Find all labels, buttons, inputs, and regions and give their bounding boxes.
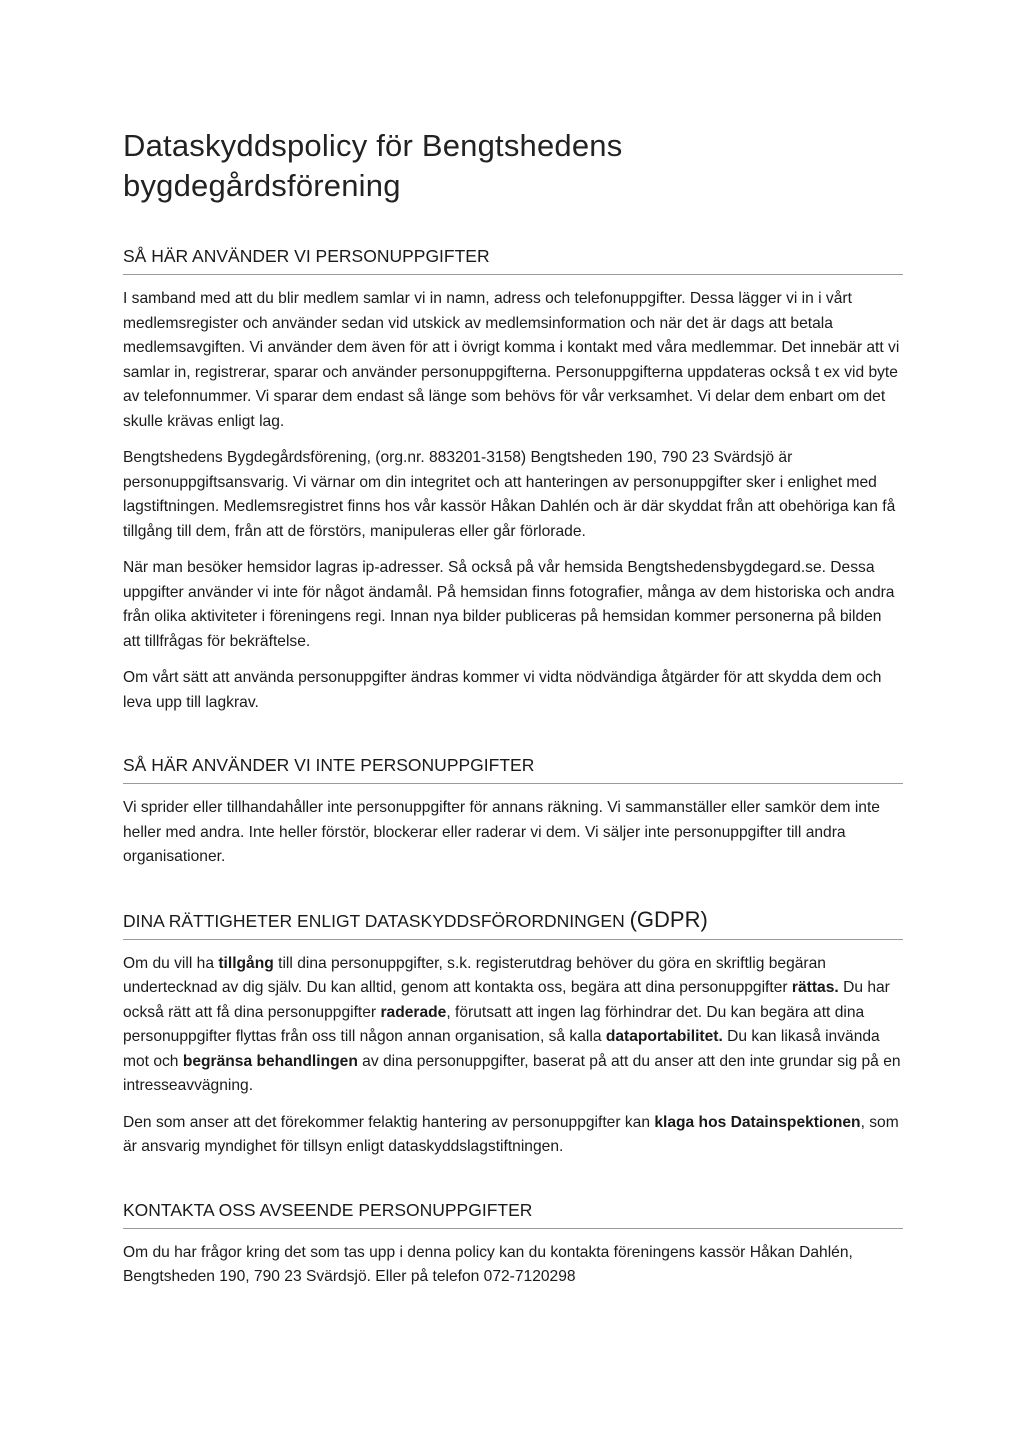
- section-heading: [123, 908, 903, 940]
- section-how-we-use-data: [123, 244, 903, 715]
- emphasis-restrict: begränsa behandlingen: [182, 1052, 358, 1070]
- paragraph: I samband med att du blir medlem samlar vi in namn, adress och telefonuppgifter. Dessa lägger vi in i vårt medlemsregister och använder sedan vid utskick av medlemsinformation och när det är dags att betala medlemsavgiften. Vi använder dem även för att i övrigt komma i kontakt med våra medlemmar. Det innebär att vi samlar in, registrerar, sparar och använder personuppgifterna. Personuppgifterna uppdateras också t ex vid byte av telefonnummer. Vi sparar dem endast så länge som behövs för vår verksamhet. Vi delar dem enbart om det skulle krävas enligt lag.: [123, 290, 900, 430]
- complaint-paragraph: [123, 1111, 903, 1160]
- section-heading: SÅ HÄR ANVÄNDER VI PERSONUPPGIFTER: [123, 244, 903, 275]
- section-your-rights-gdpr: [123, 908, 903, 1160]
- text-run: , som är ansvarig myndighet för tillsyn enligt dataskyddslagstiftningen.: [123, 1113, 899, 1155]
- text-run: Den som anser att det förekommer felaktig hantering av personuppgifter kan: [123, 1113, 655, 1131]
- emphasis-access: tillgång: [218, 954, 274, 972]
- paragraph: Vi sprider eller tillhandahåller inte personuppgifter för annans räkning. Vi sammanställer eller samkör dem inte heller med andra. Inte heller förstör, blockerar eller raderar vi dem. Vi säljer inte personuppgifter till andra organisationer.: [123, 799, 880, 865]
- text-run: Du kan likaså invända mot och: [123, 1028, 880, 1070]
- emphasis-erase: raderade: [380, 1003, 447, 1021]
- section-heading-suffix: (GDPR): [629, 906, 708, 932]
- text-run: till dina personuppgifter, s.k. registerutdrag behöver du göra en skriftlig begäran undertecknad av dig själv. Du kan alltid, genom att kontakta oss, begära att dina personuppgifter: [123, 954, 826, 996]
- paragraph: Om du har frågor kring det som tas upp i denna policy kan du kontakta föreningens kassör Håkan Dahlén, Bengtsheden 190, 790 23 Svärdsjö. Eller på telefon 072-7120298: [123, 1243, 853, 1285]
- paragraph: Bengtshedens Bygdegårdsförening, (org.nr. 883201-3158) Bengtsheden 190, 790 23 Svärdsjö är personuppgiftsansvarig. Vi värnar om din integritet och att hanteringen av personuppgifter sker i enlighet med lagstiftningen. Medlemsregistret finns hos vår kassör Håkan Dahlén och är där skyddat från att obehöriga kan få tillgång till dem, från att de förstörs, manipuleras eller går förlorade.: [123, 449, 896, 540]
- paragraph: Om vårt sätt att använda personuppgifter ändras kommer vi vidta nödvändiga åtgärder för att skydda dem och leva upp till lagkrav.: [123, 669, 882, 711]
- section-heading-text: DINA RÄTTIGHETER ENLIGT DATASKYDDSFÖRORDNINGEN: [123, 910, 625, 931]
- emphasis-complain: klaga hos Datainspektionen: [654, 1113, 861, 1131]
- text-run: Du har också rätt att få dina personuppgifter: [123, 979, 890, 1021]
- section-contact-us: [123, 1198, 903, 1290]
- text-run: av dina personuppgifter, baserat på att du anser att den inte grundar sig på en intresseavvägning.: [123, 1052, 901, 1094]
- section-heading: KONTAKTA OSS AVSEENDE PERSONUPPGIFTER: [123, 1198, 903, 1229]
- emphasis-portability: dataportabilitet.: [605, 1028, 723, 1045]
- emphasis-rectify: rättas.: [791, 979, 839, 996]
- rights-paragraph: [123, 952, 903, 1099]
- document-page: [123, 126, 903, 1290]
- text-run: Om du vill ha: [123, 954, 219, 972]
- section-heading: SÅ HÄR ANVÄNDER VI INTE PERSONUPPGIFTER: [123, 753, 903, 784]
- document-title: Dataskyddspolicy för Bengtshedens bygdegårdsförening: [123, 128, 623, 203]
- section-how-we-do-not-use-data: [123, 753, 903, 870]
- text-run: , förutsatt att ingen lag förhindrar det. Du kan begära att dina personuppgifter flyttas från oss till någon annan organisation, så kalla: [123, 1003, 865, 1045]
- paragraph: När man besöker hemsidor lagras ip-adresser. Så också på vår hemsida Bengtshedensbygdegard.se. Dessa uppgifter använder vi inte för något ändamål. På hemsidan finns fotografier, många av dem historiska och andra från olika aktiviteter i föreningens regi. Innan nya bilder publiceras på hemsidan kommer personerna på bilden att tillfrågas för bekräftelse.: [123, 559, 895, 650]
